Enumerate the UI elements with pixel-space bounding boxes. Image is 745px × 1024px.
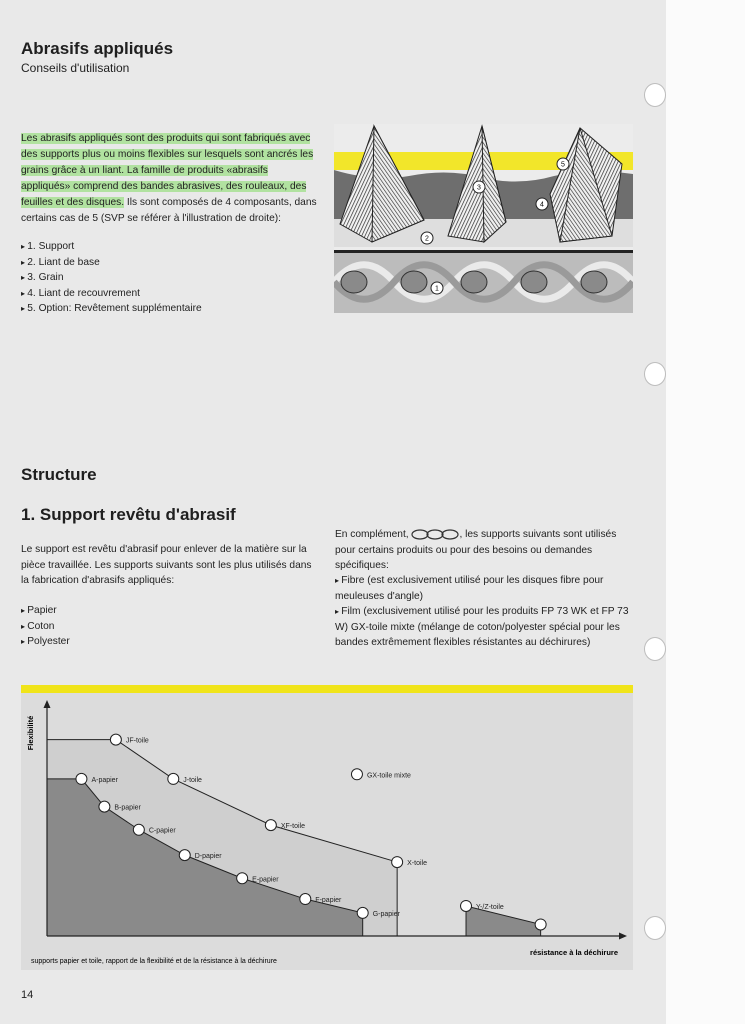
data-point [357, 907, 368, 918]
complement-paragraph: En complément, , les supports suivants sont utilisés pour certains produits ou pour des besoins ou demandes spécifiques: [335, 529, 617, 571]
data-point [76, 773, 87, 784]
section-subheading: 1. Support revêtu d'abrasif [21, 505, 236, 524]
data-label: C-papier [148, 827, 176, 835]
punch-hole [644, 362, 666, 386]
data-point [265, 820, 276, 831]
callout-1: 1 [435, 285, 439, 293]
data-label: X-toile [407, 860, 427, 868]
page-subtitle: Conseils d'utilisation [21, 61, 130, 75]
data-label: E-papier [252, 876, 279, 884]
data-label: GX-toile mixte [366, 772, 411, 780]
data-label: J-toile [183, 776, 202, 784]
list-item: ▸ Polyester [21, 634, 70, 650]
components-list [21, 239, 202, 317]
list-item: ▸ 4. Liant de recouvrement [21, 286, 202, 302]
section-heading-structure: Structure [21, 465, 97, 484]
data-label: G-papier [372, 910, 400, 918]
data-point [461, 900, 472, 911]
flexibility-chart [21, 693, 633, 970]
intro-paragraph [21, 131, 319, 227]
data-point [300, 894, 311, 905]
page-title: Abrasifs appliqués [21, 39, 174, 58]
data-point [99, 801, 110, 812]
y-axis-label: Flexibilité [26, 715, 35, 751]
data-point [351, 769, 362, 780]
data-label: F-papier [315, 897, 342, 905]
punch-hole [644, 916, 666, 940]
callout-4: 4 [540, 201, 544, 209]
list-item: ▸ 3. Grain [21, 270, 202, 286]
callout-3: 3 [477, 184, 481, 192]
data-point [179, 850, 190, 861]
scan-edge [666, 0, 745, 1024]
intro-rest: Ils sont composés de 4 composants, dans certains cas de 5 (SVP se référer à l'illustration de droite): [21, 197, 317, 224]
punch-hole [644, 637, 666, 661]
list-item: ▸ Film (exclusivement utilisé pour les produits FP 73 WK et FP 73 W) GX-toile mixte (mélange de coton/polyester spécial pour les bandes extrêmement flexibles résistantes au déchirures) [335, 604, 635, 651]
callout-5: 5 [561, 161, 565, 169]
x-axis-label: résistance à la déchirure [530, 948, 618, 957]
chart-top-band [21, 685, 633, 693]
data-point [392, 857, 403, 868]
support-paragraph: Le support est revêtu d'abrasif pour enlever de la matière sur la pièce travaillée. Les supports suivants sont les plus utilisés dans la fabrication d'abrasifs appliqués: [21, 544, 312, 586]
data-point [133, 824, 144, 835]
special-support-list [335, 573, 635, 651]
data-point [168, 773, 179, 784]
abrasive-structure-illustration [334, 124, 633, 313]
list-item: ▸ 2. Liant de base [21, 255, 202, 271]
data-point [535, 919, 546, 930]
list-item: ▸ Papier [21, 603, 70, 619]
list-item: ▸ 5. Option: Revêtement supplémentaire [21, 301, 202, 317]
data-label: B-papier [114, 804, 141, 812]
page-number: 14 [21, 989, 34, 1001]
data-label: A-papier [91, 776, 118, 784]
data-point [237, 873, 248, 884]
data-label: Y-/Z-toile [476, 903, 504, 911]
callout-2: 2 [425, 235, 429, 243]
data-label: XF-toile [280, 823, 305, 831]
data-label: D-papier [194, 853, 222, 861]
punch-hole [644, 83, 666, 107]
chart-caption: supports papier et toile, rapport de la flexibilité et de la résistance à la déchirure [31, 958, 277, 965]
list-item: ▸ Fibre (est exclusivement utilisé pour les disques fibre pour meuleuses d'angle) [335, 573, 635, 604]
brand-logo-icon [411, 529, 459, 540]
support-list [21, 603, 70, 650]
highlighted-text: Les abrasifs appliqués sont des produits qui sont fabriqués avec des supports plus ou moins flexibles sur lesquels sont ancrés les grains grâce à un liant. La famille de produits «abrasifs appliqués» comprend des bandes abrasives, des rouleaux, des feuilles et des disques. [21, 133, 314, 208]
list-item: ▸ Coton [21, 619, 70, 635]
list-item: ▸ 1. Support [21, 239, 202, 255]
data-point [110, 734, 121, 745]
data-label: JF-toile [125, 737, 149, 745]
